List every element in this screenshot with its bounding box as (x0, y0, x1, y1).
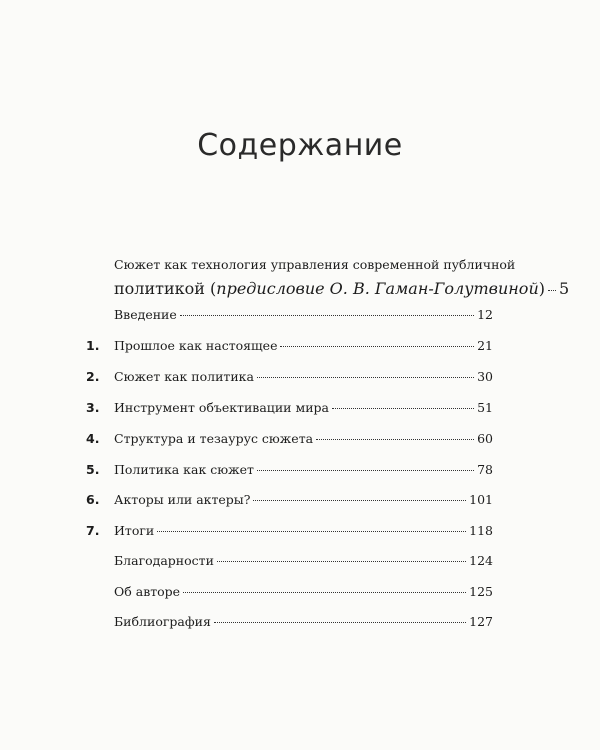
toc-entry-page: 101 (469, 492, 493, 507)
toc-entry-label: Библиография (114, 614, 211, 629)
toc-entry-page: 51 (477, 400, 493, 415)
toc-entry-label-line2: политикой (предисловие О. В. Гаман-Голутвиной) (114, 279, 545, 298)
toc-entry-number: 1. (86, 338, 100, 353)
toc-entry-label: Итоги (114, 523, 155, 538)
toc-entry-page: 12 (477, 307, 493, 322)
page-title: Содержание (197, 128, 403, 163)
toc-entry-number: 3. (86, 400, 100, 415)
dot-leader (157, 531, 466, 532)
toc-entry-label: Инструмент объективации мира (114, 400, 329, 415)
toc-entry-label: Структура и тезаурус сюжета (114, 431, 314, 446)
toc-entry-label: Об авторе (114, 584, 181, 599)
toc-entry-label: Благодарности (114, 553, 214, 568)
toc-entry-page: 21 (477, 338, 493, 353)
toc-entry-page: 30 (477, 369, 493, 384)
dot-leader (180, 315, 474, 316)
toc-entry-page: 127 (469, 614, 493, 629)
toc-entry-label: Прошлое как настоящее (114, 338, 278, 353)
dot-leader (332, 408, 474, 409)
toc-entry-label: Политика как сюжет (114, 462, 254, 477)
toc-entry-label: Акторы или актеры? (114, 492, 251, 507)
dot-leader (257, 377, 474, 378)
toc-entry-label: Сюжет как политика (114, 369, 254, 384)
toc-entry-page: 125 (469, 584, 493, 599)
toc-entry-number: 6. (86, 492, 100, 507)
toc-entry-number: 5. (86, 462, 100, 477)
toc-entry-number: 4. (86, 431, 100, 446)
toc-entry-line2 (114, 279, 570, 298)
toc-entry-label: Введение (114, 307, 177, 322)
preface-author: предисловие О. В. Гаман-Голутвиной (216, 279, 539, 298)
toc-entry-page: 124 (469, 553, 493, 568)
toc-entry-number: 2. (86, 369, 100, 384)
toc-entry-page: 118 (469, 523, 493, 538)
dot-leader (217, 561, 466, 562)
dot-leader (257, 470, 474, 471)
dot-leader (214, 622, 466, 623)
dot-leader (183, 592, 466, 593)
toc-entry-page: 78 (477, 462, 493, 477)
toc-entry-page: 5 (559, 279, 570, 298)
dot-leader (253, 500, 466, 501)
toc-entry-label-line1: Сюжет как технология управления современной публичной (114, 257, 516, 272)
dot-leader (280, 346, 474, 347)
toc-entry-page: 60 (477, 431, 493, 446)
toc-entry-number: 7. (86, 523, 100, 538)
dot-leader (316, 439, 474, 440)
dot-leader (548, 290, 556, 291)
